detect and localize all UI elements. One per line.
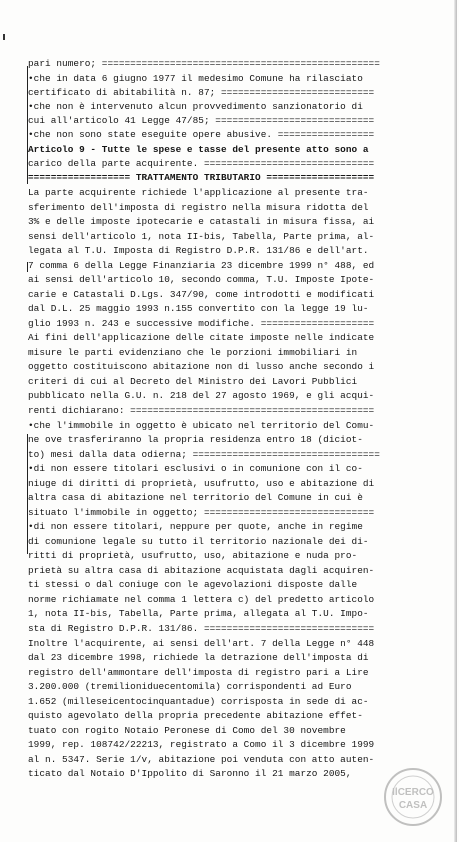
text-line: 3% e delle imposte ipotecarie e catastali in misura fissa, ai <box>28 216 375 227</box>
text-line: al n. 5347. Serie 1/v, abitazione poi venduta con atto auten- <box>28 754 375 765</box>
text-line: di comunione legale su tutto il territorio nazionale dei di- <box>28 536 369 547</box>
text-line: La parte acquirente richiede l'applicazione al presente tra- <box>28 187 369 198</box>
text-line: renti dichiarano: =========================================== <box>28 405 375 416</box>
text-line: ti stessi o dal coniuge con le agevolazioni disposte dalle <box>28 579 358 590</box>
text-line: Inoltre l'acquirente, ai sensi dell'art. 7 della Legge n° 448 <box>28 638 375 649</box>
article-heading: Articolo 9 - Tutte le spese e tasse del presente atto sono a <box>28 144 369 155</box>
svg-text:IlCERCO: IlCERCO <box>392 787 434 798</box>
text-line: •di non essere titolari, neppure per quote, anche in regime <box>28 521 363 532</box>
svg-text:CASA: CASA <box>398 800 428 811</box>
text-line: quisto agevolato della propria precedente abitazione effet- <box>28 710 363 721</box>
text-line: 1.652 (milleseicentocinquantadue) corrisposta in sede di ac- <box>28 696 369 707</box>
text-line: 1, nota II-bis, Tabella, Parte prima, allegata al T.U. Impo- <box>28 608 369 619</box>
text-line: norme richiamate nel comma 1 lettera c) del predetto articolo <box>28 594 375 605</box>
text-line: •che non sono state eseguite opere abusive. ================= <box>28 129 375 140</box>
text-line: •che in data 6 giugno 1977 il medesimo Comune ha rilasciato <box>28 73 363 84</box>
text-line: situato l'immobile in oggetto; ============================== <box>28 507 375 518</box>
text-line: criteri di cui al Decreto del Ministro dei Lavori Pubblici <box>28 376 358 387</box>
text-line: prietà su altra casa di abitazione acquistata dagli acquiren- <box>28 565 375 576</box>
text-line: to) mesi dalla data odierna; ================================= <box>28 449 380 460</box>
section-heading: ================== TRATTAMENTO TRIBUTARIO =================== <box>28 172 375 183</box>
text-line: Ai fini dell'applicazione delle citate imposte nelle indicate <box>28 332 375 343</box>
text-line: carie e Catastali D.Lgs. 347/90, come introdotti e modificati <box>28 289 375 300</box>
text-line: sensi dell'articolo 1, nota II-bis, Tabella, Parte prima, al- <box>28 231 375 242</box>
text-line: misure le parti evidenziano che le porzioni immobiliari in <box>28 347 358 358</box>
text-line: pari numero; ================================================= <box>28 58 380 69</box>
text-line: sferimento dell'imposta di registro nella misura ridotta del <box>28 202 369 213</box>
text-line: ne ove trasferiranno la propria residenza entro 18 (diciot- <box>28 434 363 445</box>
text-line: registro dell'ammontare dell'imposta di registro pari a Lire <box>28 667 369 678</box>
text-line: dal 23 dicembre 1998, richiede la detrazione dell'imposta di <box>28 652 369 663</box>
text-line: tuato con rogito Notaio Peronese di Como del 30 novembre <box>28 725 346 736</box>
text-line: •che l'immobile in oggetto è ubicato nel territorio del Comu- <box>28 420 375 431</box>
text-line: legata al T.U. Imposta di Registro D.P.R. 131/86 e dell'art. <box>28 245 369 256</box>
text-line: dal D.L. 25 maggio 1993 n.155 convertito con la legge 19 lu- <box>28 303 369 314</box>
text-line: ritti di proprietà, usufrutto, uso, abitazione e nuda pro- <box>28 550 358 561</box>
text-line: niuge di diritti di proprietà, usufrutto, uso e abitazione di <box>28 478 375 489</box>
text-line: 3.200.000 (tremilioniduecentomila) corrispondenti ad Euro <box>28 681 352 692</box>
text-line: ticato dal Notaio D'Ippolito di Saronno il 21 marzo 2005, <box>28 768 352 779</box>
text-line: •che non è intervenuto alcun provvedimento sanzionatorio di <box>28 101 363 112</box>
text-line: carico della parte acquirente. ============================== <box>28 158 375 169</box>
text-line: certificato di abitabilità n. 87; =========================== <box>28 87 375 98</box>
text-line: glio 1993 n. 243 e successive modifiche. ==================== <box>28 318 375 329</box>
text-line: cui all'articolo 41 Legge 47/85; ============================ <box>28 115 375 126</box>
text-line: oggetto costituiscono abitazione non di lusso anche secondo i <box>28 361 375 372</box>
text-line: 7 comma 6 della Legge Finanziaria 23 dicembre 1999 n° 488, ed <box>28 260 375 271</box>
watermark-stamp-logo <box>378 766 448 828</box>
text-line: pubblicato nella G.U. n. 218 del 27 agosto 1969, e gli acqui- <box>28 390 375 401</box>
text-line: altra casa di abitazione nel territorio del Comune in cui è <box>28 492 363 503</box>
text-line: •di non essere titolari esclusivi o in comunione con il co- <box>28 463 363 474</box>
text-line: ai sensi dell'articolo 10, secondo comma, T.U. Imposte Ipote- <box>28 274 375 285</box>
text-line: 1999, rep. 108742/22213, registrato a Como il 3 dicembre 1999 <box>28 739 375 750</box>
text-line: sta di Registro D.P.R. 131/86. ============================== <box>28 623 375 634</box>
